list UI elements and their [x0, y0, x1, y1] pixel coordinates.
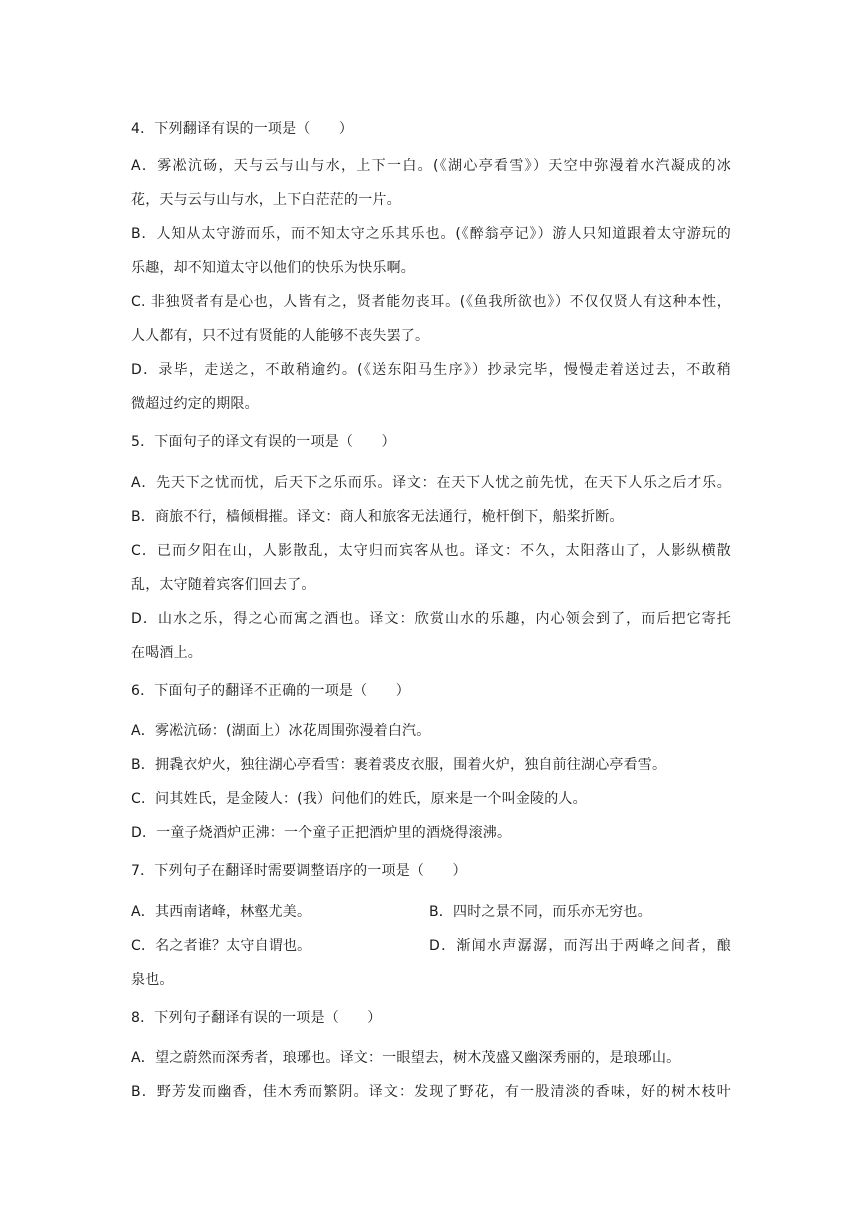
- question-7-stem: 7．下列句子在翻译时需要调整语序的一项是（ ）: [131, 863, 467, 879]
- question-7-option-b: B．四时之景不同，而乐亦无穷也。: [429, 904, 652, 920]
- question-6-option-b: B．拥毳衣炉火，独往湖心亭看雪：裹着裘皮衣服，围着火炉，独自前往湖心亭看雪。: [131, 757, 667, 773]
- question-6-option-a: A．雾凇沆砀：(湖面上）冰花周围弥漫着白汽。: [131, 723, 431, 739]
- question-8-option-b-line-1: B．野芳发而幽香，佳木秀而繁阴。译文：发现了野花，有一股清淡的香味，好的树木枝叶: [131, 1084, 731, 1100]
- question-7-option-d-line-1: D．渐闻水声潺潺，而泻出于两峰之间者，酿: [429, 938, 731, 954]
- question-4-option-d-line-1: D．录毕，走送之，不敢稍逾约。(《送东阳马生序》）抄录完毕，慢慢走着送过去，不敢稍: [131, 362, 731, 378]
- question-8-option-a: A．望之蔚然而深秀者，琅琊也。译文：一眼望去，树木茂盛又幽深秀丽的，是琅琊山。: [131, 1050, 681, 1066]
- question-4-option-a-line-2: 花，天与云与山与水，上下白茫茫的一片。: [131, 192, 401, 208]
- question-5-option-c-line-1: C．已而夕阳在山，人影散乱，太守归而宾客从也。译文：不久，太阳落山了，人影纵横散: [131, 543, 731, 559]
- question-5-option-a: A．先天下之忧而忧，后天下之乐而乐。译文：在天下人忧之前先忧，在天下人乐之后才乐。: [131, 475, 731, 491]
- question-4-option-b-line-2: 乐趣，却不知道太守以他们的快乐为快乐啊。: [131, 260, 415, 276]
- question-4-stem: 4．下列翻译有误的一项是（ ）: [131, 121, 354, 137]
- question-4-option-d-line-2: 微超过约定的期限。: [131, 396, 259, 412]
- question-5-stem: 5．下面句子的译文有误的一项是（ ）: [131, 434, 396, 450]
- question-5-option-b: B．商旅不行，樯倾楫摧。译文：商人和旅客无法通行，桅杆倒下，船桨折断。: [131, 509, 624, 525]
- question-6-option-c: C．问其姓氏，是金陵人：(我）问他们的姓氏，原来是一个叫金陵的人。: [131, 791, 587, 807]
- question-5-option-d-line-1: D．山水之乐，得之心而寓之酒也。译文：欣赏山水的乐趣，内心领会到了，而后把它寄托: [131, 611, 731, 627]
- question-5-option-c-line-2: 乱，太守随着宾客们回去了。: [131, 577, 316, 593]
- question-6-stem: 6．下面句子的翻译不正确的一项是（ ）: [131, 683, 410, 699]
- question-6-option-d: D．一童子烧酒炉正沸：一个童子正把酒炉里的酒烧得滚沸。: [131, 825, 512, 841]
- question-7-option-d-line-2: 泉也。: [131, 972, 174, 988]
- question-4-option-b-line-1: B．人知从太守游而乐，而不知太守之乐其乐也。(《醉翁亭记》）游人只知道跟着太守游玩的: [131, 226, 731, 242]
- question-5-option-d-line-2: 在喝酒上。: [131, 645, 202, 661]
- question-4-option-c-line-2: 人人都有，只不过有贤能的人能够不丧失罢了。: [131, 328, 430, 344]
- question-7-option-a: A．其西南诸峰，林壑尤美。: [131, 904, 312, 920]
- question-4-option-c-line-1: C. 非独贤者有是心也，人皆有之，贤者能勿丧耳。(《鱼我所欲也》）不仅仅贤人有这种本性，: [131, 294, 731, 310]
- question-8-stem: 8．下列句子翻译有误的一项是（ ）: [131, 1010, 382, 1026]
- question-4-option-a-line-1: A．雾凇沆砀，天与云与山与水，上下一白。(《湖心亭看雪》）天空中弥漫着水汽凝成的冰: [131, 158, 731, 174]
- question-7-option-c: C．名之者谁？太守自谓也。: [131, 938, 312, 954]
